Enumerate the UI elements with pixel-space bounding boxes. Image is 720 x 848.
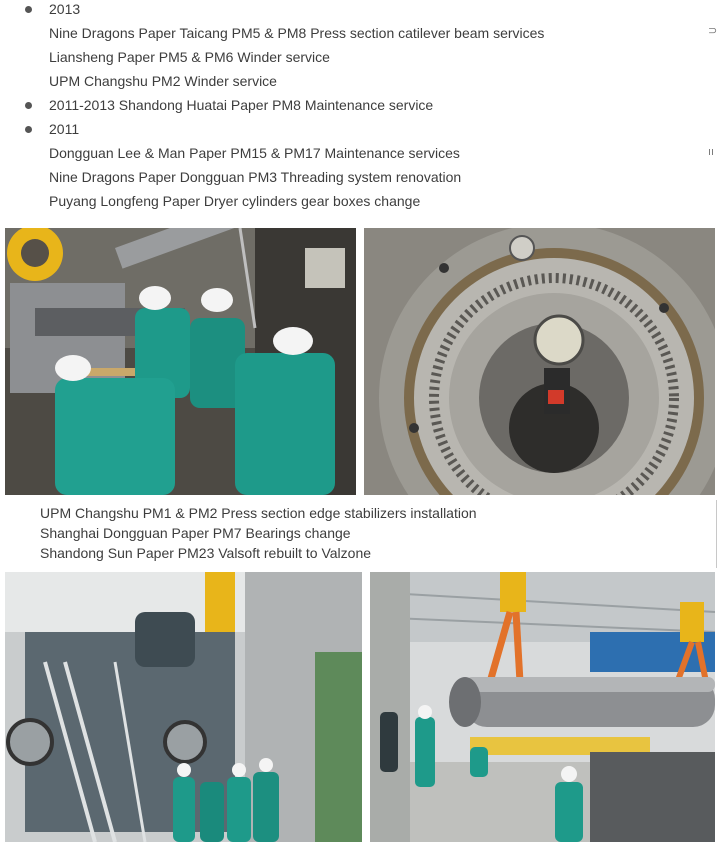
photo-machine-hall-workers bbox=[5, 572, 362, 842]
clipped-text-fragment: ıı bbox=[708, 146, 715, 158]
bullet-icon bbox=[25, 102, 32, 109]
list-item: Puyang Longfeng Paper Dryer cylinders gear boxes change bbox=[49, 193, 421, 209]
list-item: UPM Changshu PM1 & PM2 Press section edge stabilizers installation bbox=[40, 505, 477, 521]
bullet-icon bbox=[25, 126, 32, 133]
year-heading: 2011 bbox=[49, 121, 80, 137]
year-heading: 2011-2013 Shandong Huatai Paper PM8 Maintenance service bbox=[49, 97, 434, 113]
bullet-icon bbox=[25, 6, 32, 13]
list-item: Shandong Sun Paper PM23 Valsoft rebuilt to Valzone bbox=[40, 545, 372, 561]
photo-workers-installing-roll bbox=[5, 228, 356, 495]
list-item: Liansheng Paper PM5 & PM6 Winder service bbox=[49, 49, 330, 65]
list-item: Shanghai Dongguan Paper PM7 Bearings change bbox=[40, 525, 351, 541]
list-item: Nine Dragons Paper Taicang PM5 & PM8 Press section catilever beam services bbox=[49, 25, 545, 41]
year-heading: 2013 bbox=[49, 1, 81, 17]
photo-roll-crane-lift bbox=[370, 572, 715, 842]
list-item: UPM Changshu PM2 Winder service bbox=[49, 73, 277, 89]
clipped-text-fragment: ⊃ bbox=[708, 25, 718, 37]
photo-bearing-dial-gauge bbox=[364, 228, 715, 495]
divider bbox=[716, 500, 717, 568]
list-item: Nine Dragons Paper Dongguan PM3 Threading system renovation bbox=[49, 169, 462, 185]
list-item: Dongguan Lee & Man Paper PM15 & PM17 Maintenance services bbox=[49, 145, 460, 161]
